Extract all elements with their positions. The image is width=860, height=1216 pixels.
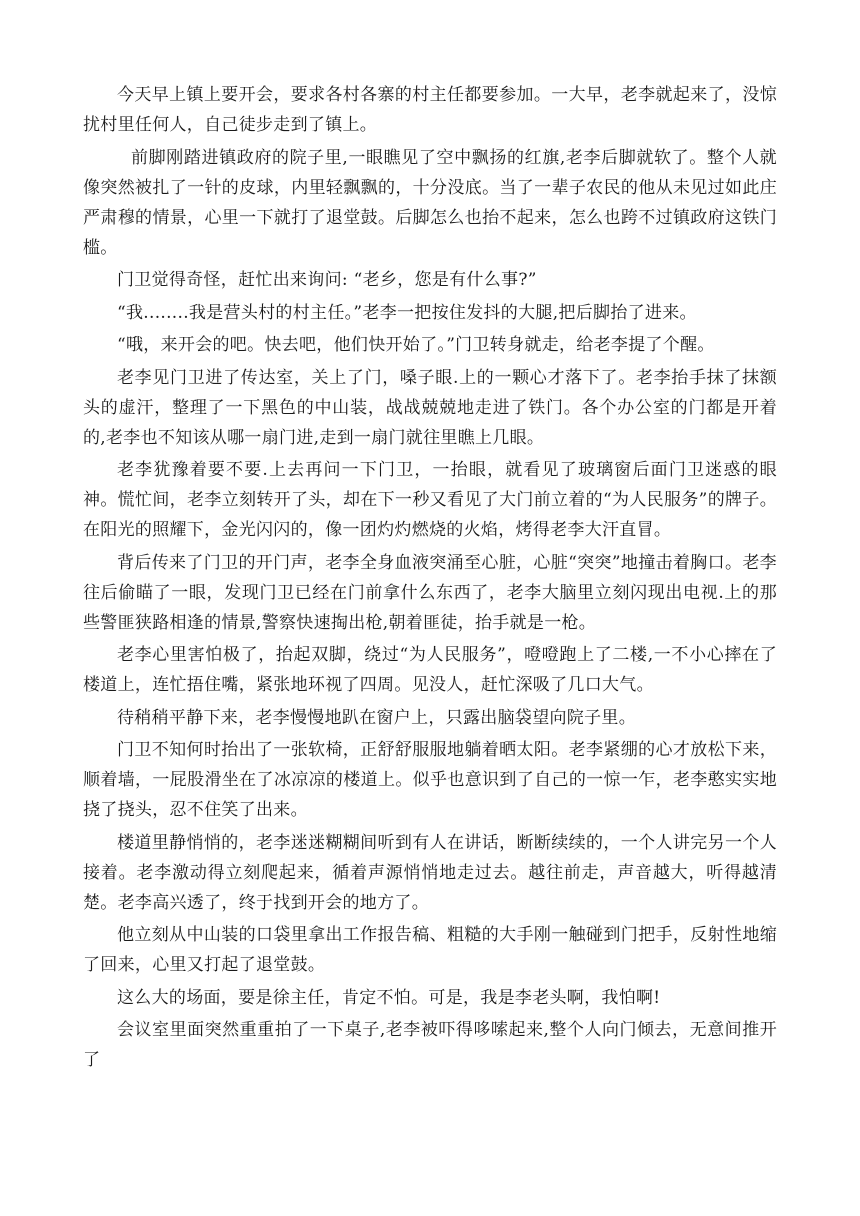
paragraph: “我........我是营头村的村主任。”老李一把按住发抖的大腿,把后脚抬了进来。	[117, 302, 697, 323]
paragraph: 老李犹豫着要不要.上去再问一下门卫，一抬眼，就看见了玻璃窗后面门卫迷惑的眼神。慌忙间，老李立刻转开了头，却在下一秒又看见了大门前立着的“为人民服务”的牌子。在阳光的照耀下，金光闪闪的，像一团灼灼燃烧的火焰，烤得老李大汗直冒。	[83, 460, 777, 540]
paragraph: 背后传来了门卫的开门声，老李全身血液突涌至心脏，心脏“突突”地撞击着胸口。老李往后偷瞄了一眼，发现门卫已经在门前拿什么东西了，老李大脑里立刻闪现出电视.上的那些警匪狭路相逢的情景,警察快速掏出枪,朝着匪徒，抬手就是一枪。	[83, 552, 777, 633]
paragraph: 门卫不知何时抬出了一张软椅，正舒舒服服地躺着晒太阳。老李紧绷的心才放松下来，顺着墙，一屁股滑坐在了冰凉凉的楼道上。似乎也意识到了自己的一惊一乍，老李憨实实地挠了挠头，忍不住笑了出来。	[83, 740, 777, 820]
paragraph: 今天早上镇上要开会，要求各村各寨的村主任都要参加。一大早，老李就起来了，没惊扰村里任何人，自己徒步走到了镇上。	[83, 85, 777, 135]
paragraph: 老李见门卫进了传达室，关上了门，嗓子眼.上的一颗心才落下了。老李抬手抹了抹额头的虚汗，整理了一下黑色的中山装，战战兢兢地走进了铁门。各个办公室的门都是开着的,老李也不知该从哪一扇门进,走到一扇门就往里瞧上几眼。	[83, 367, 777, 448]
paragraph: 老李心里害怕极了，抬起双脚，绕过“为人民服务”，噔噔跑上了二楼,一不小心摔在了楼道上，连忙捂住嘴，紧张地环视了四周。见没人，赶忙深吸了几口大气。	[83, 645, 777, 695]
paragraph: 楼道里静悄悄的，老李迷迷糊糊间听到有人在讲话，断断续续的，一个人讲完另一个人接着。老李激动得立刻爬起来，循着声源悄悄地走过去。越往前走，声音越大，听得越清楚。老李高兴透了，终于找到开会的地方了。	[83, 832, 777, 913]
paragraph: 他立刻从中山装的口袋里拿出工作报告稿、粗糙的大手刚一触碰到门把手，反射性地缩了回来，心里又打起了退堂鼓。	[83, 925, 777, 975]
paragraph: “哦，来开会的吧。快去吧，他们快开始了。”门卫转身就走，给老李提了个醒。	[117, 335, 715, 355]
paragraph: 这么大的场面，要是徐主任，肯定不怕。可是，我是李老头啊，我怕啊!	[117, 987, 661, 1008]
story-text	[83, 80, 777, 1078]
paragraph: 前脚刚踏进镇政府的院子里,一眼瞧见了空中飘扬的红旗,老李后脚就软了。整个人就像突然被扎了一针的皮球，内里轻飘飘的，十分没底。当了一辈子农民的他从未见过如此庄严肃穆的情景，心里一下就打了退堂鼓。后脚怎么也抬不起来，怎么也跨不过镇政府这铁门槛。	[83, 147, 777, 258]
paragraph: 会议室里面突然重重拍了一下桌子,老李被吓得哆嗦起来,整个人向门倾去，无意间推开了	[83, 1020, 777, 1070]
paragraph: 待稍稍平静下来，老李慢慢地趴在窗户上，只露出脑袋望向院子里。	[117, 707, 636, 728]
paragraph: 门卫觉得奇怪，赶忙出来询问: “老乡，您是有什么事?”	[117, 270, 537, 290]
